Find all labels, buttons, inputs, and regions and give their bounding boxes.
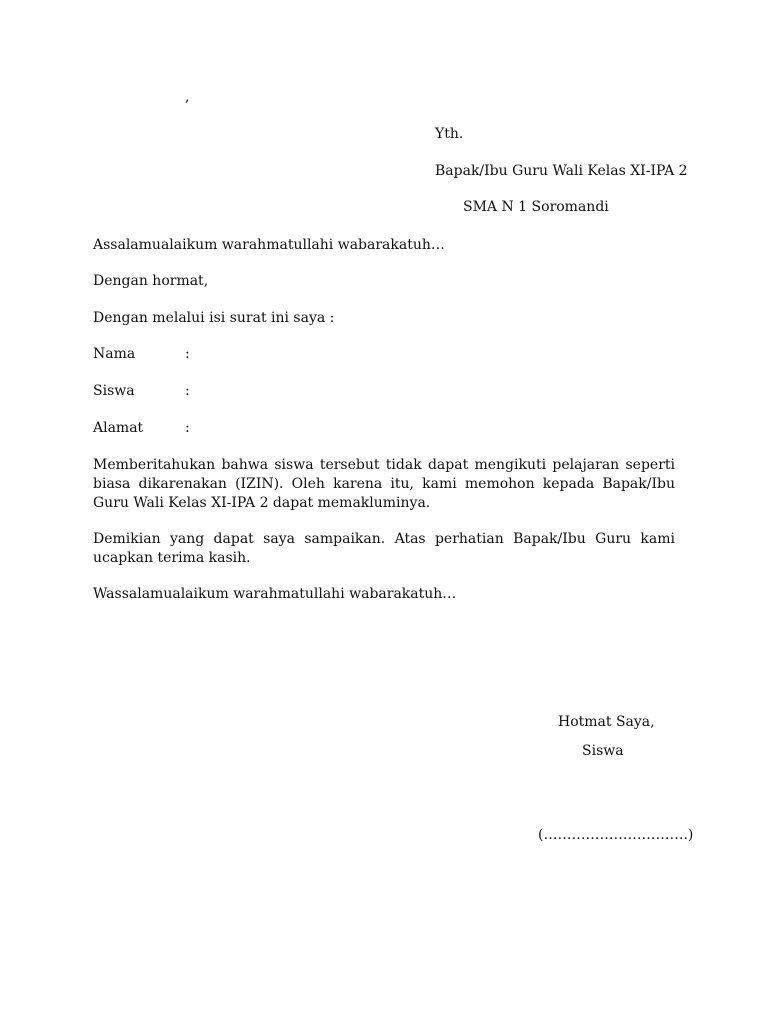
field-label: Siswa: [93, 383, 135, 399]
body-paragraph: Memberitahukan bahwa siswa tersebut tidak dapat mengikuti pelajaran seperti biasa dikarenakan (IZIN). Oleh karena itu, kami memohon kepada Bapak/Ibu Guru Wali Kelas XI-IPA 2 dapat memakluminya.: [93, 457, 675, 511]
greeting: Dengan hormat,: [93, 273, 209, 289]
field-label: Alamat: [93, 420, 144, 436]
date-line: ,: [185, 89, 190, 105]
recipient-name: Bapak/Ibu Guru Wali Kelas XI-IPA 2: [435, 163, 688, 179]
field-colon: :: [185, 420, 190, 436]
opening-salam: Assalamualaikum warahmatullahi wabarakatuh…: [93, 237, 445, 253]
field-label: Nama: [93, 346, 136, 362]
signature-hotmat: Hotmat Saya,: [558, 714, 655, 730]
field-colon: :: [185, 383, 190, 399]
closing-salam: Wassalamualaikum warahmatullahi wabarakatuh…: [93, 586, 457, 602]
closing-paragraph: Demikian yang dapat saya sampaikan. Atas perhatian Bapak/Ibu Guru kami ucapkan terima kasih.: [93, 531, 675, 566]
recipient-school: SMA N 1 Soromandi: [463, 199, 609, 215]
signature-blank-line: (………………………….): [538, 827, 694, 843]
signature-role: Siswa: [582, 743, 624, 759]
field-colon: :: [185, 346, 190, 362]
recipient-yth: Yth.: [435, 126, 464, 142]
intro-line: Dengan melalui isi surat ini saya :: [93, 310, 335, 326]
